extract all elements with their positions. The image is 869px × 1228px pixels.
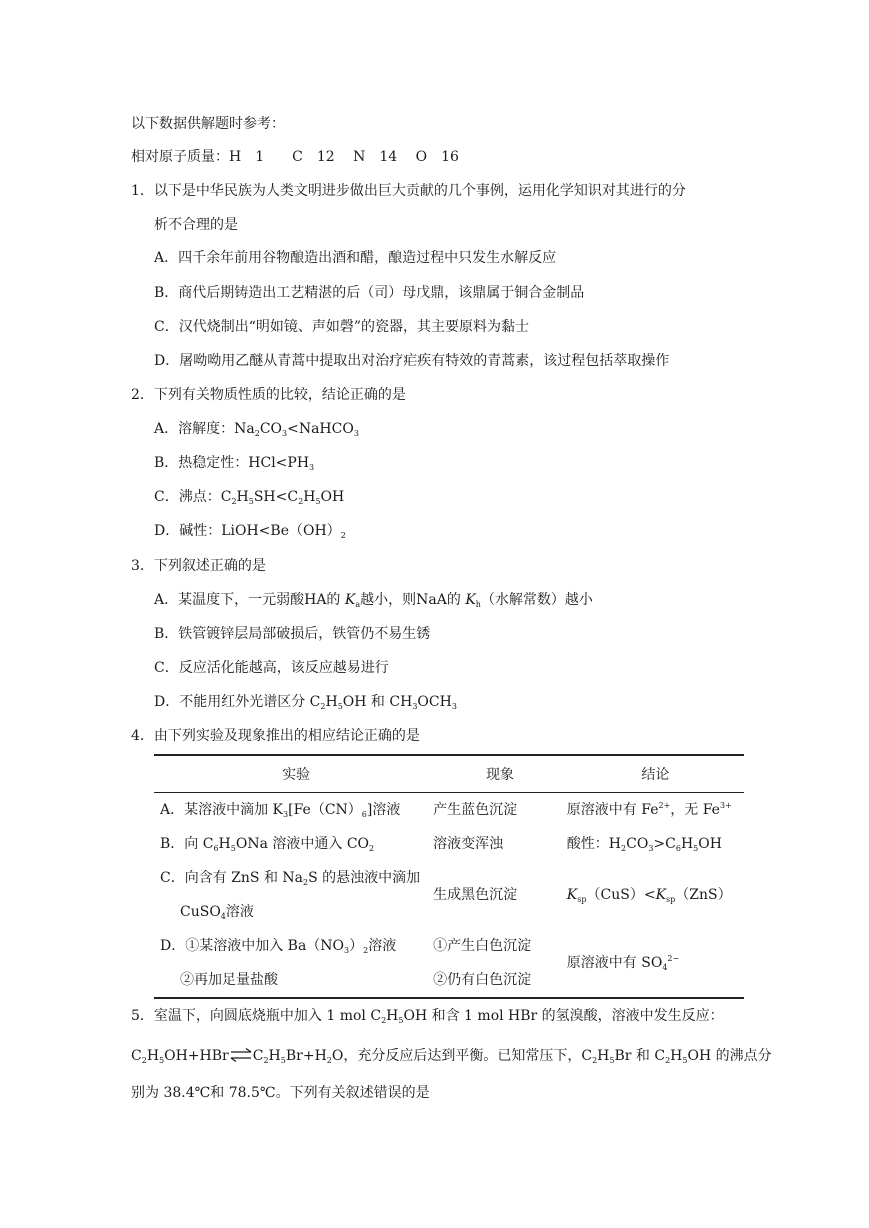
q1-option-a: A．四千余年前用谷物酿造出酒和醋，酿造过程中只发生水解反应 [154,250,557,266]
q5-stem-line1: 5．室温下，向圆底烧瓶中加入 1 mol $C_2H_5OH$ 和含 1 mol HBr 的氢溴酸，溶液中发生反应： [131,1008,724,1025]
header-phenomenon: 现象 [485,767,514,783]
q3-stem: 3．下列叙述正确的是 [131,558,266,574]
row-a-phenomenon: 产生蓝色沉淀 [433,802,518,818]
row-b-experiment: B．向 $C_6H_5ONa$ 溶液中通入 $CO_2$ [160,836,375,853]
q3-option-b: B．铁管镀锌层局部破损后，铁管仍不易生锈 [154,626,431,642]
row-b-phenomenon: 溶液变浑浊 [433,836,504,852]
row-d-phenomenon: ①产生白色沉淀 ②仍有白色沉淀 [433,938,532,988]
table-header-row [154,755,744,793]
row-c-phenomenon: 生成黑色沉淀 [433,887,518,903]
table-row [154,793,744,828]
q3-option-d: D．不能用红外光谱区分 $C_2H_5OH$ 和 $CH_3OCH_3$ [154,694,457,711]
reference-note: 以下数据供解题时参考： [131,116,285,132]
row-a-conclusion: 原溶液中有 $Fe^{2+}$，无 $Fe^{3+}$ [566,801,732,818]
row-c-conclusion: $K_{sp}(CuS)<K_{sp}(ZnS)$ [566,887,732,904]
equilibrium-arrow-icon [230,1048,252,1062]
header-experiment: 实验 [282,767,311,783]
q3-option-c: C．反应活化能越高，该反应越易进行 [154,660,389,676]
atomic-mass-line: 相对原子质量：H 1 C 12 N 14 O 16 [131,149,459,165]
q1-option-d: D．屠呦呦用乙醚从青蒿中提取出对治疗疟疾有特效的青蒿素，该过程包括萃取操作 [154,353,670,369]
row-a-experiment: A．某溶液中滴加 $K_3[Fe(CN)_6]$溶液 [160,802,401,819]
table-row [154,827,744,861]
q2-option-a: A．溶解度：$Na_2CO_3<NaHCO_3$ [154,421,359,438]
q2-option-c: C．沸点：$C_2H_5SH<C_2H_5OH$ [154,489,345,506]
experiment-table [154,754,744,999]
row-b-conclusion: 酸性：$H_2CO_3>C_6H_5OH$ [566,836,722,853]
row-d-experiment: D．①某溶液中加入 $Ba(NO_3)_2$溶液 ②再加足量盐酸 [160,938,397,988]
q3-option-a: A．某温度下，一元弱酸HA的 $K_a$越小，则NaA的 $K_h$（水解常数）越小 [154,592,593,609]
q5-stem-line2: $C_2H_5OH+HBr$ $C_2H_5Br+H_2O$，充分反应后达到平衡。已知常压下，$C_2H_5Br$ 和 $C_2H_5OH$ 的沸点分 [131,1048,772,1065]
q5-stem-line3: 别为 38.4℃和 78.5℃。下列有关叙述错误的是 [131,1085,430,1101]
q2-option-b: B．热稳定性：$HCl<PH_3$ [154,455,315,472]
q1-option-b: B．商代后期铸造出工艺精湛的后（司）母戊鼎，该鼎属于铜合金制品 [154,285,585,301]
q2-stem: 2．下列有关物质性质的比较，结论正确的是 [131,387,406,403]
header-conclusion: 结论 [641,767,670,783]
row-d-conclusion: 原溶液中有 $SO_4^{2-}$ [566,954,680,972]
q2-option-d: D．碱性：$LiOH<Be(OH)_2$ [154,523,346,540]
table-row [154,861,744,929]
row-c-experiment: C．向含有 ZnS 和 $Na_2S$ 的悬浊液中滴加 CuSO$_4$溶液 [160,870,421,921]
q4-stem: 4．由下列实验及现象推出的相应结论正确的是 [131,728,420,744]
table-row [154,929,744,998]
q1-option-c: C．汉代烧制出“明如镜、声如磬”的瓷器，其主要原料为黏士 [154,319,530,335]
q1-stem-line1: 1．以下是中华民族为人类文明进步做出巨大贡献的几个事例，运用化学知识对其进行的分 [131,183,686,199]
q1-stem-line2: 析不合理的是 [154,217,238,233]
